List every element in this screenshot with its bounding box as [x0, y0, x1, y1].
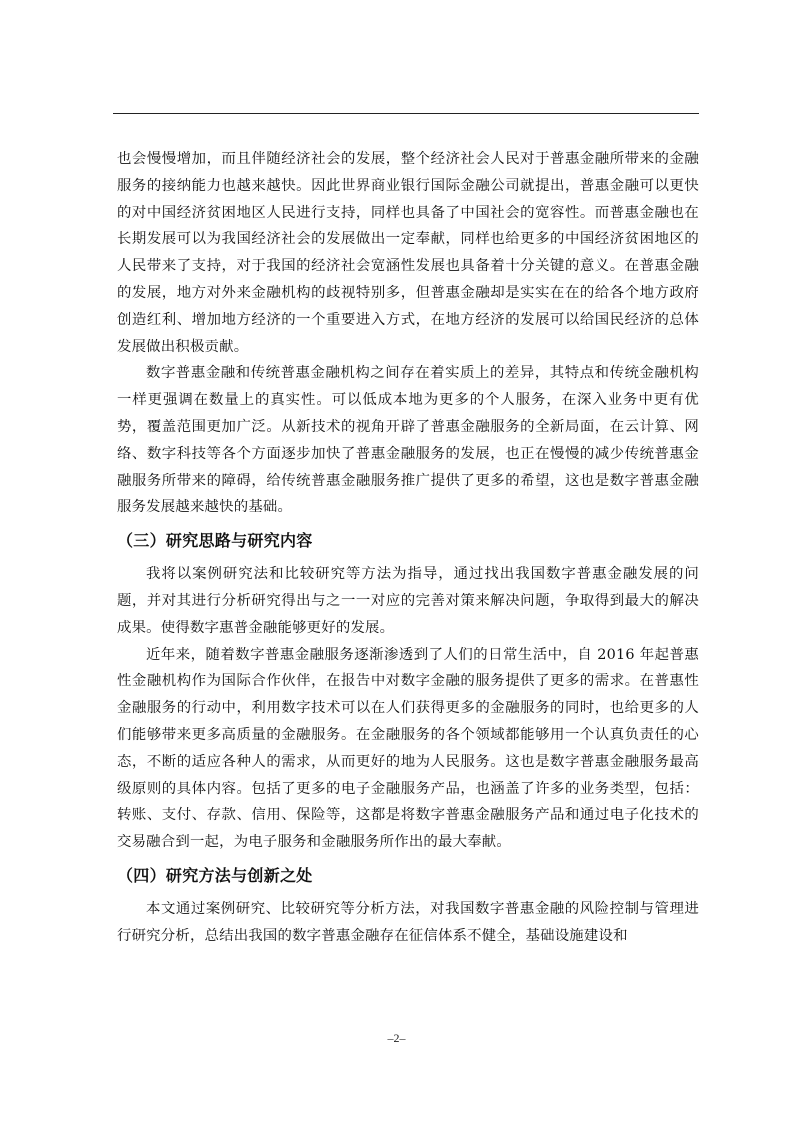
paragraph-research-approach: 我将以案例研究法和比较研究等方法为指导，通过找出我国数字普惠金融发展的问题，并对其进行分析研究得出与之一一对应的完善对策来解决问题，争取得到最大的解决成果。使得数字惠普金融能够更好的发展。: [117, 566, 699, 636]
paragraph-continuation: 也会慢慢增加，而且伴随经济社会的发展，整个经济社会人民对于普惠金融所带来的金融服务的接纳能力也越来越快。因此世界商业银行国际金融公司就提出，普惠金融可以更快的对中国经济贫困地区人民进行支持，同样也具备了中国社会的宽容性。而普惠金融也在长期发展可以为我国经济社会的发展做出一定奉献，同样也给更多的中国经济贫困地区的人民带来了支持，对于我国的经济社会宽涵性发展也具备着十分关键的意义。在普惠金融的发展，地方对外来金融机构的歧视特别多，但普惠金融却是实实在在的给各个地方政府创造红利、增加地方经济的一个重要进入方式，在地方经济的发展可以给国民经济的总体发展做出积极贡献。: [117, 151, 699, 355]
section-heading-research-methods: （四）研究方法与创新之处: [117, 865, 313, 885]
page-number: –2–: [387, 1031, 406, 1045]
paragraph-digital-vs-traditional: 数字普惠金融和传统普惠金融机构之间存在着实质上的差异，其特点和传统金融机构一样更强调在数量上的真实性。可以低成本地为更多的个人服务，在深入业务中更有优势，覆盖范围更加广泛。从新技术的视角开辟了普惠金融服务的全新局面，在云计算、网络、数字科技等各个方面逐步加快了普惠金融服务的发展，也正在慢慢的减少传统普惠金融服务所带来的障碍，给传统普惠金融服务推广提供了更多的希望，这也是数字普惠金融服务发展越来越快的基础。: [117, 365, 699, 516]
section-heading-research-ideas: （三）研究思路与研究内容: [117, 531, 313, 551]
paragraph-methods: 本文通过案例研究、比较研究等分析方法，对我国数字普惠金融的风险控制与管理进行研究分析，总结出我国的数字普惠金融存在征信体系不健全，基础设施建设和: [117, 900, 699, 944]
paragraph-recent-years: 近年来，随着数字普惠金融服务逐渐渗透到了人们的日常生活中，自 2016 年起普惠性金融机构作为国际合作伙伴，在报告中对数字金融的服务提供了更多的需求。在普惠性金融服务的行动中，利用数字技术可以在人们获得更多的金融服务的同时，也给更多的人们能够带来更多高质量的金融服务。在金融服务的各个领域都能够用一个认真负责任的心态，不断的适应各种人的需求，从而更好的地为人民服务。这也是数字普惠金融服务最高级原则的具体内容。包括了更多的电子金融服务产品，也涵盖了许多的业务类型，包括：转账、支付、存款、信用、保险等，这都是将数字普惠金融服务产品和通过电子化技术的交易融合到一起，为电子服务和金融服务所作出的最大奉献。: [117, 646, 699, 851]
document-body: [117, 146, 699, 950]
header-rule: [113, 113, 699, 114]
